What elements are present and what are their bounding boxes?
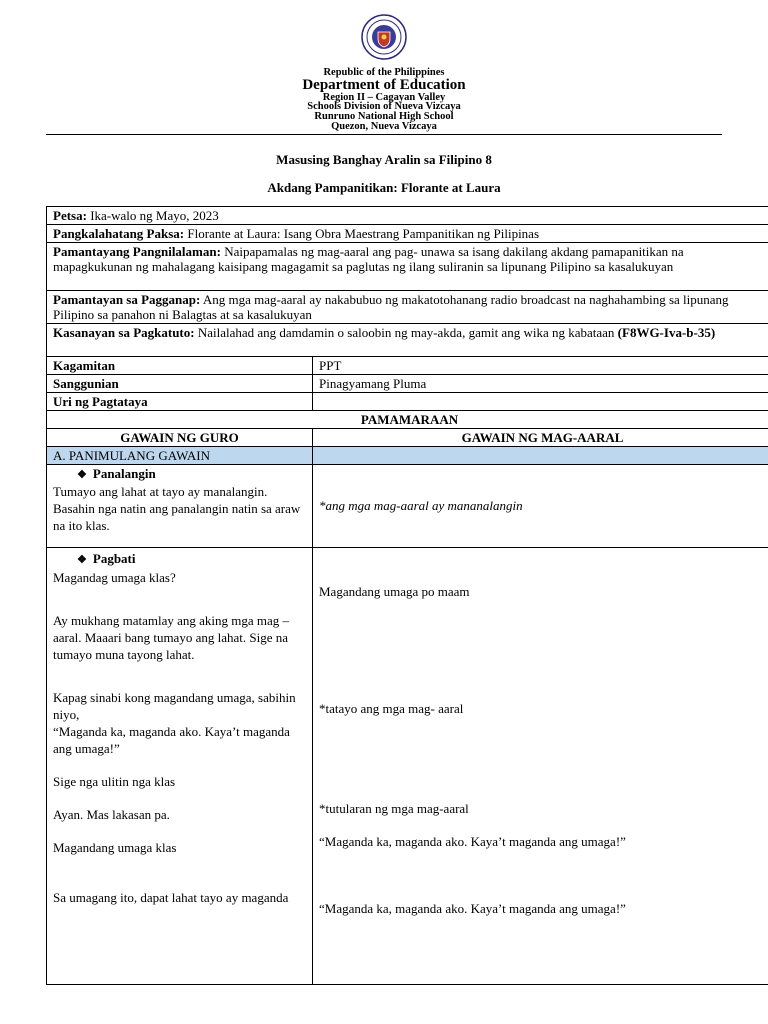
teacher-column-header: GAWAIN NG GURO: [47, 429, 313, 447]
pangnilalaman-label: Pamantayang Pangnilalaman:: [53, 244, 221, 259]
pagbati-heading: [53, 551, 306, 568]
pagganap-row: [47, 291, 768, 324]
panalangin-heading: [53, 466, 306, 483]
pagbati-s1: Magandang umaga po maam: [319, 584, 470, 599]
panalangin-row: [47, 465, 768, 548]
section-a-blank: [313, 447, 768, 465]
sanggunian-value: Pinagyamang Pluma: [313, 375, 768, 393]
section-a-label: A. PANIMULANG GAWAIN: [47, 447, 313, 465]
lesson-plan-table: [46, 206, 768, 985]
pagtataya-row: [47, 393, 768, 411]
panalangin-teacher-text: Tumayo ang lahat at tayo ay manalangin. Basahin nga natin ang panalangin natin sa araw na ito klas.: [53, 484, 301, 533]
paksa-row: [47, 225, 768, 243]
pagbati-t5: Ayan. Mas lakasan pa.: [53, 807, 170, 822]
section-a-row: [47, 447, 768, 465]
diamond-bullet-icon: ❖: [77, 554, 87, 566]
paksa-label: Pangkalahatang Paksa:: [53, 226, 185, 241]
pangnilalaman-value: Naipapamalas ng mag-aaral ang pag- unawa sa isang dakilang akdang pamapanitikan na mapagkukunan ng mahalagang kaisipang magagamit sa paglutas ng ilang suliranin sa lipunang Pilipino sa kasalukuyan: [53, 244, 684, 274]
sanggunian-row: [47, 375, 768, 393]
pagganap-value: Ang mga mag-aaral ay nakabubuo ng makatotohanang radio broadcast na naghahambing sa lipunang Pilipino sa panahon ni Balagtas at sa kasalukuyan: [53, 292, 729, 322]
pagbati-t1: Magandag umaga klas?: [53, 570, 176, 585]
kasanayan-value: Nailalahad ang damdamin o saloobin ng may-akda, gamit ang wika ng kabataan: [197, 325, 615, 340]
pagganap-label: Pamantayan sa Pagganap:: [53, 292, 201, 307]
pagtataya-value: [313, 393, 768, 411]
header-region: Region II – Cagayan Valley: [322, 92, 446, 103]
student-column-header: GAWAIN NG MAG-AARAL: [313, 429, 768, 447]
kasanayan-label: Kasanayan sa Pagkatuto:: [53, 325, 195, 340]
pagbati-s3: *tutularan ng mga mag-aaral: [319, 801, 469, 816]
pagbati-t2: Ay mukhang matamlay ang aking mga mag –aaral. Maaari bang tumayo ang lahat. Sige na tumayo muna tayong lahat.: [53, 613, 289, 662]
pagbati-t4: Sige nga ulitin nga klas: [53, 774, 176, 789]
pagbati-s2: *tatayo ang mga mag- aaral: [319, 701, 464, 716]
paksa-value: Florante at Laura: Isang Obra Maestrang Pampanitikan ng Pilipinas: [187, 226, 540, 241]
sanggunian-label: Sanggunian: [47, 375, 313, 393]
header-school: Runruno National High School: [314, 111, 454, 122]
pagbati-t6: Magandang umaga klas: [53, 840, 177, 855]
literary-work-title: Akdang Pampanitikan: Florante at Laura: [267, 180, 501, 195]
petsa-value: Ika-walo ng Mayo, 2023: [90, 208, 219, 223]
pagbati-t7: Sa umagang ito, dapat lahat tayo ay maganda: [53, 890, 289, 905]
pagbati-t3b: “Maganda ka, maganda ako. Kaya’t maganda ang umaga!”: [53, 724, 290, 756]
column-header-row: [47, 429, 768, 447]
pagbati-t3a: Kapag sinabi kong magandang umaga, sabihin niyo,: [53, 690, 296, 722]
pagtataya-label: Uri ng Pagtataya: [47, 393, 313, 411]
header-department: Department of Education: [302, 77, 466, 93]
kagamitan-label: Kagamitan: [47, 357, 313, 375]
panalangin-student-text: *ang mga mag-aaral ay mananalangin: [319, 498, 523, 513]
header-division: Schools Division of Nueva Vizcaya: [307, 101, 461, 112]
pamamaraan-row: [47, 411, 768, 429]
petsa-label: Petsa:: [53, 208, 87, 223]
kasanayan-row: [47, 324, 768, 357]
petsa-row: [47, 207, 768, 225]
pangnilalaman-row: [47, 243, 768, 291]
pagbati-row: [47, 548, 768, 985]
panalangin-heading-text: Panalangin: [92, 466, 156, 481]
diamond-bullet-icon: ❖: [77, 469, 87, 481]
pamamaraan-heading: PAMAMARAAN: [47, 411, 768, 429]
lesson-plan-title: Masusing Banghay Aralin sa Filipino 8: [276, 152, 492, 167]
kagamitan-row: [47, 357, 768, 375]
kasanayan-code: (F8WG-Iva-b-35): [617, 325, 716, 340]
pagbati-s4: “Maganda ka, maganda ako. Kaya’t maganda ang umaga!”: [319, 834, 626, 849]
pagbati-heading-text: Pagbati: [92, 551, 136, 566]
header-divider: [46, 134, 722, 135]
pagbati-s5: “Maganda ka, maganda ako. Kaya’t maganda ang umaga!”: [319, 901, 626, 916]
kagamitan-value: PPT: [313, 357, 768, 375]
header-location: Quezon, Nueva Vizcaya: [331, 121, 437, 132]
header-republic: Republic of the Philippines: [323, 67, 445, 78]
deped-seal-icon: [361, 14, 407, 60]
